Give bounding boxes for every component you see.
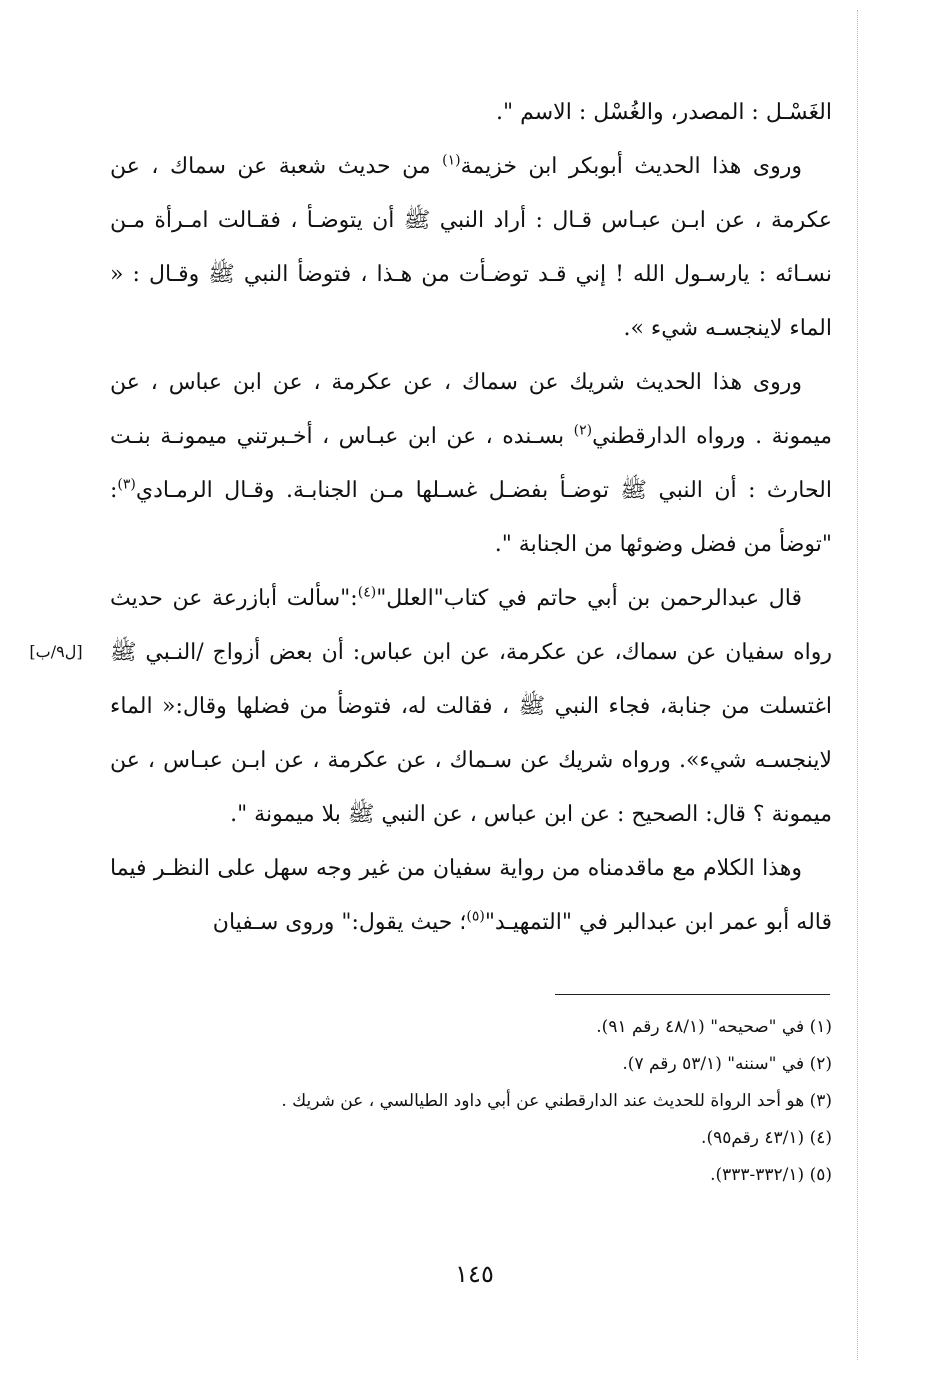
page-number: ١٤٥ [455,1260,494,1288]
paragraph-3: وروى هذا الحديث شريك عن سماك ، عن عكرمة ، عن ابن عباس ، عن ميمونة . ورواه الدارقطني$^{(٢)}$ بسـنده ، عن ابن عبـاس ، أخـبرتني ميمونـة بنـت الحارث : أن النبي ﷺ توضـأ بفضـل غسـلها مـن الجنابـة. وقـال الرمـادي$^{(٣)}$: "توضأ من فضل وضوئها من الجنابة ". [110,370,833,557]
footnote-separator [555,994,830,995]
footnote-ref-2: (٢) [573,422,593,439]
footnote-5: (٥) (٣٣٢/١-٣٣٣). [710,1165,832,1185]
manuscript-folio-marker: [ل٩/ب] [29,642,83,661]
footnote-ref-4: (٤) [357,584,377,601]
footnote-2: (٢) في "سننه" (٥٣/١ رقم ٧). [622,1054,832,1074]
paragraph-2: وروى هذا الحديث أبوبكر ابن خزيمة$^{(١)}$ من حديث شعبة عن سماك ، عن عكرمة ، عن ابـن عبـاس قـال : أراد النبي ﷺ أن يتوضـأ ، فقـالت امـرأة مـن نسـائه : يارسـول الله ! إني قـد توضـأت من هـذا ، فتوضأ النبي ﷺ وقـال : « الماء لاينجسـه شيء ». [110,152,832,341]
scan-edge-dotted-line [857,10,858,1360]
footnote-ref-5: (٥) [466,908,485,925]
footnote-4: (٤) (٤٣/١ رقم٩٥). [701,1128,832,1148]
main-text [110,86,832,950]
paragraph-1: الغَسْـل : المصدر، والغُسْل : الاسم ". [495,100,832,125]
paragraph-5: وهذا الكلام مع ماقدمناه من رواية سفيان من غير وجه سهل على النظـر فيما قاله أبو عمر ابن عبدالبر في "التمهيـد"$^{(٥)}$؛ حيث يقول:" وروى سـفيان [110,856,832,935]
paragraph-4: قال عبدالرحمن بن أبي حاتم في كتاب"العلل"$^{(٤)}$:"سألت أبازرعة عن حديث رواه سفيان عن سماك، عن عكرمة، عن ابن عباس: أن بعض أزواج /النـبي ﷺ اغتسلت من جنابة، فجاء النبي ﷺ ، فقالت له، فتوضأ من فضلها وقال:« الماء لاينجسـه شيء». ورواه شريك عن سـماك ، عن عكرمة ، عن ابـن عبـاس ، عن ميمونة ؟ قال: الصحيح : عن ابن عباس ، عن النبي ﷺ بلا ميمونة ". [110,584,832,827]
footnote-ref-3: (٣) [117,476,136,493]
footnotes [110,1009,832,1194]
footnote-1: (١) في "صحيحه" (٤٨/١ رقم ٩١). [596,1017,832,1037]
footnote-ref-1: (١) [442,152,461,169]
footnote-3: (٣) هو أحد الرواة للحديث عند الدارقطني عن أبي داود الطيالسي ، عن شريك . [281,1091,832,1111]
